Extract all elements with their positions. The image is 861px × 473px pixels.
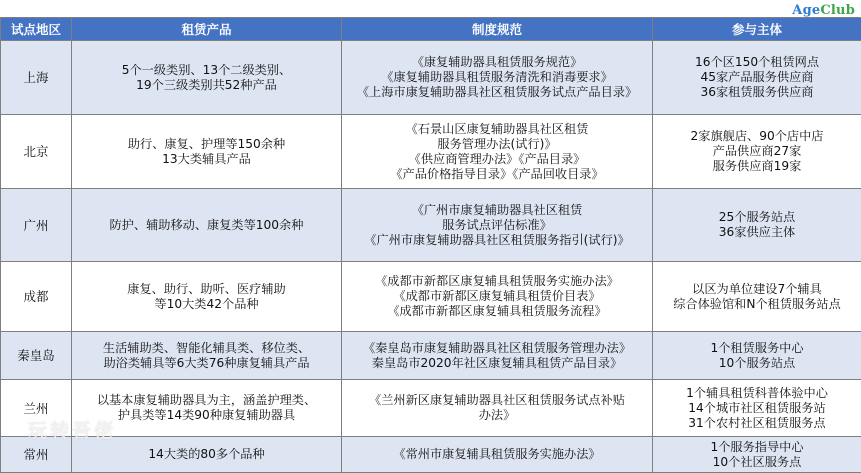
participants-cell [653, 262, 861, 332]
rules-line: 《常州市康复辅具租赁服务实施办法》 [346, 447, 648, 462]
region-cell: 北京 [1, 115, 72, 189]
participants-line: 10个社区服务点 [657, 455, 857, 470]
pilot-rental-table [0, 17, 861, 473]
header-rules: 制度规范 [342, 18, 653, 41]
rules-line: 《成都市新都区康复辅具租赁服务实施办法》 [346, 274, 648, 289]
participants-line: 16个区150个租赁网点 [657, 55, 857, 70]
participants-line: 综合体验馆和N个租赁服务站点 [657, 297, 857, 312]
participants-cell [653, 41, 861, 115]
rules-cell [342, 41, 653, 115]
table-row [1, 332, 861, 380]
products-cell [72, 262, 342, 332]
rules-line: 《广州市康复辅助器具社区租赁服务指引(试行)》 [346, 233, 648, 248]
products-cell [72, 332, 342, 380]
table-row [1, 380, 861, 437]
rules-line: 《产品价格指导目录》《产品回收目录》 [346, 167, 648, 182]
participants-line: 以区为单位建设7个辅具 [657, 282, 857, 297]
table-row [1, 41, 861, 115]
rules-line: 秦皇岛市2020年社区康复辅具租赁产品目录》 [346, 356, 648, 371]
participants-line: 36家租赁服务供应商 [657, 85, 857, 100]
participants-line: 45家产品服务供应商 [657, 70, 857, 85]
products-line: 助浴类辅具等6大类76种康复辅具产品 [76, 356, 337, 371]
table-body [1, 41, 861, 473]
participants-line: 1个租赁服务中心 [657, 341, 857, 356]
rules-cell [342, 115, 653, 189]
participants-line: 服务供应商19家 [657, 159, 857, 174]
participants-cell [653, 380, 861, 437]
rules-line: 《供应商管理办法》《产品目录》 [346, 152, 648, 167]
rules-line: 服务管理办法(试行)》 [346, 137, 648, 152]
table-row [1, 262, 861, 332]
watermark: 玩转吾佬 [28, 416, 116, 443]
participants-line: 2家旗舰店、90个店中店 [657, 129, 857, 144]
rules-line: 《成都市新都区康复辅具租赁服务流程》 [346, 304, 648, 319]
products-line: 防护、辅助移动、康复类等100余种 [76, 218, 337, 233]
rules-line: 《成都市新都区康复辅具租赁价目表》 [346, 289, 648, 304]
products-cell [72, 189, 342, 262]
rules-line: 《秦皇岛市康复辅助器具社区租赁服务管理办法》 [346, 341, 648, 356]
logo-text-club: Club [820, 3, 855, 18]
participants-cell [653, 189, 861, 262]
products-line: 5个一级类别、13个二级类别、 [76, 63, 337, 78]
products-line: 13大类辅具产品 [76, 152, 337, 167]
products-line: 等10大类42个品种 [76, 297, 337, 312]
rules-cell [342, 332, 653, 380]
participants-line: 1个辅具租赁科普体验中心 [657, 386, 857, 401]
region-cell: 成都 [1, 262, 72, 332]
products-line: 生活辅助类、智能化辅具类、移位类、 [76, 341, 337, 356]
header-region: 试点地区 [1, 18, 72, 41]
rules-cell [342, 262, 653, 332]
region-cell: 上海 [1, 41, 72, 115]
products-cell [72, 115, 342, 189]
participants-line: 31个农村社区租赁服务点 [657, 416, 857, 431]
products-line: 康复、助行、助听、医疗辅助 [76, 282, 337, 297]
participants-line: 14个城市社区租赁服务站 [657, 401, 857, 416]
products-cell [72, 380, 342, 437]
rules-line: 《广州市康复辅助器具社区租赁 [346, 203, 648, 218]
ageclub-logo [792, 3, 855, 18]
participants-line: 产品供应商27家 [657, 144, 857, 159]
rules-cell [342, 380, 653, 437]
products-line: 助行、康复、护理等150余种 [76, 137, 337, 152]
header-products: 租赁产品 [72, 18, 342, 41]
products-line: 19个三级类别共52种产品 [76, 78, 337, 93]
table-row [1, 189, 861, 262]
participants-cell [653, 332, 861, 380]
products-line: 护具类等14类90种康复辅助器具 [76, 408, 337, 423]
rules-line: 《上海市康复辅助器具社区租赁服务试点产品目录》 [346, 85, 648, 100]
region-cell: 常州 [1, 437, 72, 473]
header-participants: 参与主体 [653, 18, 861, 41]
rules-line: 办法》 [346, 408, 648, 423]
products-cell [72, 437, 342, 473]
rules-cell [342, 189, 653, 262]
region-cell: 兰州 [1, 380, 72, 437]
table-row [1, 115, 861, 189]
participants-line: 36家供应主体 [657, 225, 857, 240]
rules-line: 服务试点评估标准》 [346, 218, 648, 233]
products-cell [72, 41, 342, 115]
products-line: 以基本康复辅助器具为主，涵盖护理类、 [76, 393, 337, 408]
participants-cell [653, 115, 861, 189]
table-row [1, 437, 861, 473]
region-cell: 广州 [1, 189, 72, 262]
participants-line: 1个服务指导中心 [657, 440, 857, 455]
rules-cell [342, 437, 653, 473]
products-line: 14大类的80多个品种 [76, 447, 337, 462]
logo-text-age: Age [792, 3, 820, 18]
rules-line: 《石景山区康复辅助器具社区租赁 [346, 122, 648, 137]
rules-line: 《康复辅助器具租赁服务清洗和消毒要求》 [346, 70, 648, 85]
region-cell: 秦皇岛 [1, 332, 72, 380]
participants-line: 25个服务站点 [657, 210, 857, 225]
table-header-row [1, 18, 861, 41]
participants-line: 10个服务站点 [657, 356, 857, 371]
rules-line: 《康复辅助器具租赁服务规范》 [346, 55, 648, 70]
participants-cell [653, 437, 861, 473]
rules-line: 《兰州新区康复辅助器具社区租赁服务试点补贴 [346, 393, 648, 408]
